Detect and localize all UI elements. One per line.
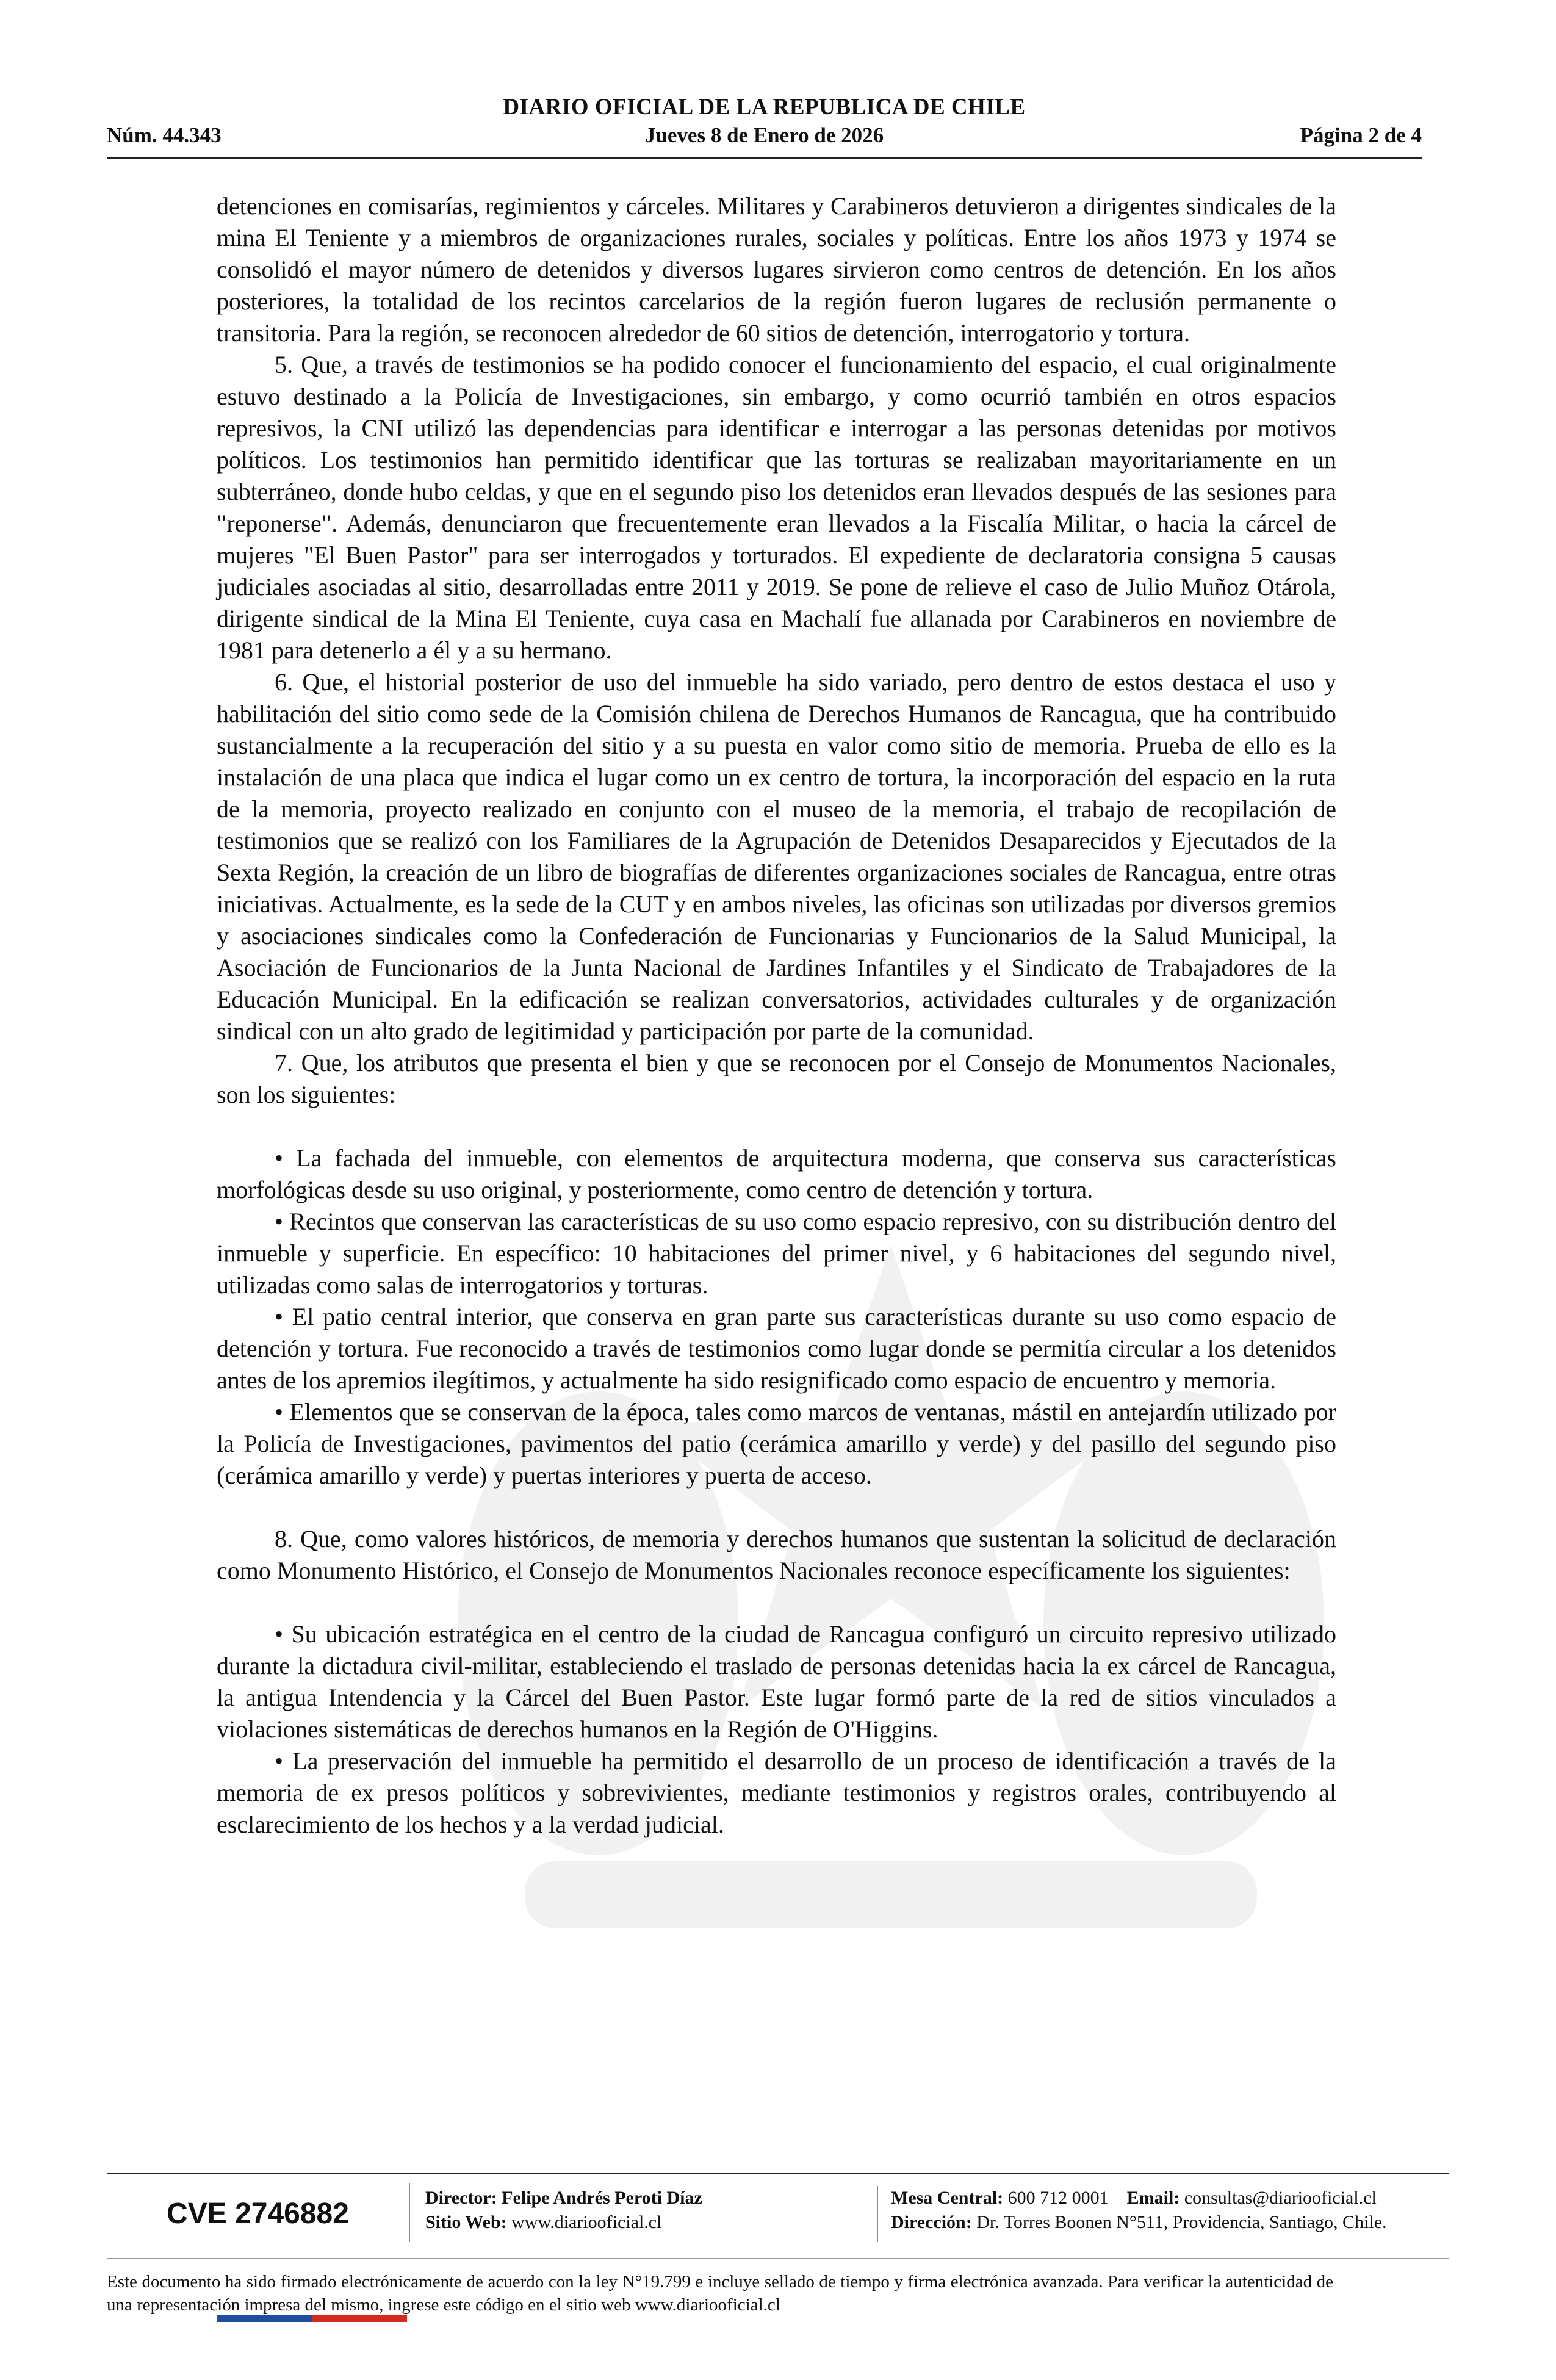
director-label: Director: [425, 2188, 497, 2208]
bullet-recintos: • Recintos que conservan las características de su uso como espacio represivo, con su distribución dentro del inmueble y superficie. En específico: 10 habitaciones del primer nivel, y 6 habitaciones del segundo nivel, utilizadas como salas de interrogatorios y torturas. [217, 1208, 1336, 1299]
website-label: Sitio Web: [425, 2212, 507, 2232]
bullet-ubicacion: • Su ubicación estratégica en el centro de la ciudad de Rancagua configuró un circuito represivo utilizado durante la dictadura civil-militar, estableciendo el traslado de personas detenidas hacia la ex cárcel de Rancagua, la antigua Intendencia y la Cárcel del Buen Pastor. Este lugar formó parte de la red de sitios vinculados a violaciones sistemáticas de derechos humanos en la Región de O'Higgins. [217, 1620, 1336, 1743]
phone-number: 600 712 0001 [1007, 2188, 1109, 2208]
email-label: Email: [1126, 2188, 1180, 2208]
paragraph-8: 8. Que, como valores históricos, de memoria y derechos humanos que sustentan la solicitud de declaración como Monumento Histórico, el Consejo de Monumentos Nacionales reconoce específicamente los siguientes: [217, 1525, 1336, 1584]
phone-label: Mesa Central: [891, 2188, 1004, 2208]
chile-flag-strip [217, 2315, 407, 2322]
flag-red-segment [312, 2315, 407, 2322]
bullet-preservacion: • La preservación del inmueble ha permitido el desarrollo de un proceso de identificación a través de la memoria de ex presos políticos y sobrevivientes, mediante testimonios y registros orales, contribuyendo al esclarecimiento de los hechos y a la verdad judicial. [217, 1747, 1336, 1838]
footer-top-rule [107, 2173, 1449, 2174]
contact-block [891, 2186, 1449, 2235]
page-footer [107, 2173, 1449, 2315]
flag-blue-segment [217, 2315, 312, 2322]
paragraph-7: 7. Que, los atributos que presenta el bien y que se reconocen por el Consejo de Monumentos Nacionales, son los siguientes: [217, 1049, 1336, 1108]
bullet-fachada: • La fachada del inmueble, con elementos de arquitectura moderna, que conserva sus características morfológicas desde su uso original, y posteriormente, como centro de detención y tortura. [217, 1144, 1336, 1203]
director-block [425, 2186, 878, 2242]
director-name: Felipe Andrés Peroti Díaz [502, 2188, 702, 2208]
page-number: Página 2 de 4 [1300, 123, 1422, 147]
address-text: Dr. Torres Boonen N°511, Providencia, Santiago, Chile. [976, 2212, 1387, 2232]
paragraph-6: 6. Que, el historial posterior de uso del inmueble ha sido variado, pero dentro de estos destaca el uso y habilitación del sitio como sede de la Comisión chilena de Derechos Humanos de Rancagua, que ha contribuido sustancialmente a la recuperación del sitio y a su puesta en valor como sitio de memoria. Prueba de ello es la instalación de una placa que indica el lugar como un ex centro de tortura, la incorporación del espacio en la ruta de la memoria, proyecto realizado en conjunto con el museo de la memoria, el trabajo de recopilación de testimonios que se realizó con los Familiares de la Agrupación de Detenidos Desaparecidos y Ejecutados de la Sexta Región, la creación de un libro de biografías de diferentes organizaciones sociales de Rancagua, entre otras iniciativas. Actualmente, es la sede de la CUT y en ambos niveles, las oficinas son utilizadas por diversos gremios y asociaciones sindicales como la Confederación de Funcionarias y Funcionarios de la Salud Municipal, la Asociación de Funcionarios de la Junta Nacional de Jardines Infantiles y el Sindicato de Trabajadores de la Educación Municipal. En la edificación se realizan conversatorios, actividades culturales y de organización sindical con un alto grado de legitimidad y participación por parte de la comunidad. [217, 668, 1336, 1045]
document-body [217, 190, 1336, 1841]
cve-box [107, 2183, 410, 2242]
footer-divider [107, 2258, 1449, 2259]
issue-number: Núm. 44.343 [107, 123, 222, 147]
issue-date: Jueves 8 de Enero de 2026 [644, 123, 884, 147]
legal-notice: Este documento ha sido firmado electrónicamente de acuerdo con la ley N°19.799 e incluye sellado de tiempo y firma electrónica avanzada. Para verificar la autenticidad de una representación impresa del mismo, ingrese este código en el sitio web www.diariooficial.cl [107, 2272, 1333, 2315]
address-label: Dirección: [891, 2212, 972, 2232]
cve-code: CVE 2746882 [167, 2198, 349, 2230]
paragraph-5: 5. Que, a través de testimonios se ha podido conocer el funcionamiento del espacio, el cual originalmente estuvo destinado a la Policía de Investigaciones, sin embargo, y como ocurrió también en otros espacios represivos, la CNI utilizó las dependencias para identificar e interrogar a las personas detenidas por motivos políticos. Los testimonios han permitido identificar que las torturas se realizaban mayoritariamente en un subterráneo, donde hubo celdas, y que en el segundo piso los detenidos eran llevados después de las sesiones para "reponerse". Además, denunciaron que frecuentemente eran llevados a la Fiscalía Militar, o hacia la cárcel de mujeres "El Buen Pastor" para ser interrogados y torturados. El expediente de declaratoria consigna 5 causas judiciales asociadas al sitio, desarrolladas entre 2011 y 2019. Se pone de relieve el caso de Julio Muñoz Otárola, dirigente sindical de la Mina El Teniente, cuya casa en Machalí fue allanada por Carabineros en noviembre de 1981 para detenerlo a él y a su hermano. [217, 351, 1336, 664]
email-link[interactable]: consultas@diariooficial.cl [1184, 2188, 1377, 2208]
newspaper-title: DIARIO OFICIAL DE LA REPUBLICA DE CHILE [503, 95, 1026, 120]
website-link[interactable]: www.diariooficial.cl [511, 2212, 662, 2232]
paragraph-continuation: detenciones en comisarías, regimientos y cárceles. Militares y Carabineros detuvieron a dirigentes sindicales de la mina El Teniente y a miembros de organizaciones rurales, sociales y políticas. Entre los años 1973 y 1974 se consolidó el mayor número de detenidos y diversos lugares sirvieron como centros de detención. En los años posteriores, la totalidad de los recintos carcelarios de la región fueron lugares de reclusión permanente o transitoria. Para la región, se reconocen alrededor de 60 sitios de detención, interrogatorio y tortura. [217, 192, 1336, 347]
page-header [107, 90, 1422, 159]
bullet-elementos: • Elementos que se conservan de la época, tales como marcos de ventanas, mástil en antejardín utilizado por la Policía de Investigaciones, pavimentos del patio (cerámica amarillo y verde) y del pasillo del segundo piso (cerámica amarillo y verde) y puertas interiores y puerta de acceso. [217, 1398, 1336, 1489]
bullet-patio: • El patio central interior, que conserva en gran parte sus características durante su uso como espacio de detención y tortura. Fue reconocido a través de testimonios como lugar donde se permitía circular a los detenidos antes de los apremios ilegítimos, y actualmente ha sido resignificado como espacio de encuentro y memoria. [217, 1303, 1336, 1394]
